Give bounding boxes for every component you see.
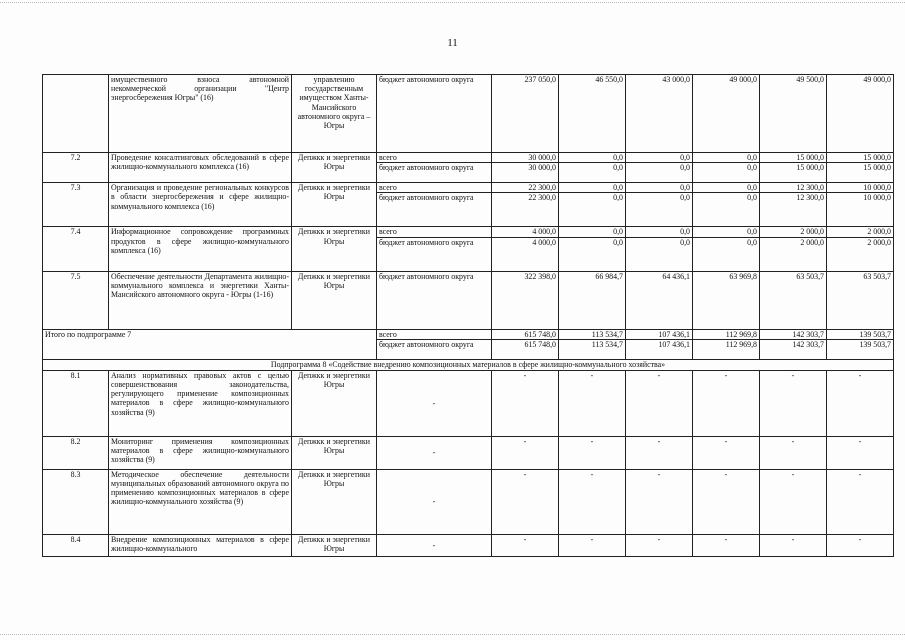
event-name: Методическое обеспечение деятельности муниципальных образований автономного округа по применению композиционных материалов в сфере жилищно-коммунального хозяйства (9): [109, 469, 292, 534]
event-name: Мониторинг применения композиционных материалов в сфере жилищно-коммунального хозяйства (9): [109, 436, 292, 469]
funding-source: бюджет автономного округа: [377, 193, 492, 227]
value-cell: -: [760, 469, 827, 534]
value-cell: 112 969,8: [693, 339, 760, 359]
value-cell: 15 000,0: [827, 163, 894, 183]
value-cell: 12 300,0: [760, 183, 827, 193]
value-cell: -: [827, 469, 894, 534]
row-number: 8.4: [43, 534, 109, 556]
value-cell: 2 000,0: [827, 227, 894, 237]
responsible: Депжкк и энергетики Югры: [292, 183, 377, 227]
value-cell: 63 503,7: [760, 271, 827, 329]
value-cell: 112 969,8: [693, 329, 760, 339]
scan-noise-bottom: [0, 634, 905, 636]
value-cell: 22 300,0: [492, 183, 559, 193]
table-row-carryover: [43, 75, 894, 153]
responsible: Депжкк и энергетики Югры: [292, 436, 377, 469]
event-name: Информационное сопровождение программных продуктов в сфере жилищно-коммунального комплекса (16): [109, 227, 292, 271]
value-cell: -: [559, 534, 626, 556]
table-row: [43, 183, 894, 193]
value-cell: 107 436,1: [626, 339, 693, 359]
value-cell: -: [827, 534, 894, 556]
value-cell: 0,0: [626, 183, 693, 193]
value-cell: -: [559, 370, 626, 436]
value-cell: 142 303,7: [760, 339, 827, 359]
value-2017: 49 500,0: [760, 75, 827, 153]
value-cell: 139 503,7: [827, 329, 894, 339]
value-cell: -: [760, 436, 827, 469]
value-cell: 615 748,0: [492, 339, 559, 359]
funding-source: -: [377, 534, 492, 556]
value-cell: 15 000,0: [827, 153, 894, 163]
value-cell: -: [693, 469, 760, 534]
responsible: Депжкк и энергетики Югры: [292, 534, 377, 556]
funding-source: бюджет автономного округа: [377, 163, 492, 183]
value-cell: 139 503,7: [827, 339, 894, 359]
row-number: 7.4: [43, 227, 109, 271]
value-cell: -: [626, 370, 693, 436]
row-number: 8.1: [43, 370, 109, 436]
value-2018: 49 000,0: [827, 75, 894, 153]
value-cell: 0,0: [693, 183, 760, 193]
value-cell: 0,0: [693, 153, 760, 163]
value-cell: 12 300,0: [760, 193, 827, 227]
scan-noise-top: [0, 2, 905, 4]
value-2016: 49 000,0: [693, 75, 760, 153]
value-cell: 0,0: [559, 183, 626, 193]
value-cell: -: [827, 436, 894, 469]
funding-source: всего: [377, 227, 492, 237]
event-name: Анализ нормативных правовых актов с целью совершенствования законодательства, регулирующего применение композиционных материалов в сфере жилищно-коммунального хозяйства (9): [109, 370, 292, 436]
responsible: Депжкк и энергетики Югры: [292, 153, 377, 183]
row-number: 8.2: [43, 436, 109, 469]
value-cell: 142 303,7: [760, 329, 827, 339]
value-cell: 30 000,0: [492, 153, 559, 163]
value-cell: 2 000,0: [760, 237, 827, 271]
value-cell: 30 000,0: [492, 163, 559, 183]
funding-source: бюджет автономного округа: [377, 271, 492, 329]
value-cell: -: [492, 370, 559, 436]
responsible: Депжкк и энергетики Югры: [292, 370, 377, 436]
table-row: [43, 271, 894, 329]
value-cell: 66 984,7: [559, 271, 626, 329]
table-row: [43, 153, 894, 163]
event-name: Внедрение композиционных материалов в сфере жилищно-коммунального: [109, 534, 292, 556]
value-cell: 15 000,0: [760, 153, 827, 163]
value-cell: 4 000,0: [492, 237, 559, 271]
funding-source: бюджет автономного округа: [377, 237, 492, 271]
value-cell: -: [626, 436, 693, 469]
table-row: [43, 227, 894, 237]
responsible: Депжкк и энергетики Югры: [292, 469, 377, 534]
value-cell: 0,0: [626, 237, 693, 271]
table-row: [43, 370, 894, 436]
value-cell: 0,0: [693, 227, 760, 237]
funding-source: -: [377, 370, 492, 436]
value-cell: 615 748,0: [492, 329, 559, 339]
value-cell: -: [492, 534, 559, 556]
funding-source: всего: [377, 329, 492, 339]
value-cell: -: [559, 469, 626, 534]
value-cell: 63 969,8: [693, 271, 760, 329]
value-cell: 0,0: [693, 163, 760, 183]
row-number: 8.3: [43, 469, 109, 534]
row-number: 7.3: [43, 183, 109, 227]
total-row: [43, 329, 894, 339]
table-row: [43, 469, 894, 534]
table-row: [43, 436, 894, 469]
subprogram-title-row: [43, 359, 894, 370]
value-cell: 10 000,0: [827, 183, 894, 193]
value-cell: 113 534,7: [559, 329, 626, 339]
page-number: 11: [447, 37, 458, 49]
value-cell: -: [693, 534, 760, 556]
value-2014: 46 550,0: [559, 75, 626, 153]
value-cell: 0,0: [559, 193, 626, 227]
value-cell: 0,0: [626, 153, 693, 163]
value-cell: -: [827, 370, 894, 436]
value-cell: -: [693, 370, 760, 436]
row-number: [43, 75, 109, 153]
value-cell: 64 436,1: [626, 271, 693, 329]
value-total: 237 050,0: [492, 75, 559, 153]
value-cell: -: [626, 534, 693, 556]
value-cell: -: [626, 469, 693, 534]
event-name: имущественного взноса автономной некоммерческой организации "Центр энергосбережения Югры" (16): [109, 75, 292, 153]
value-cell: -: [492, 469, 559, 534]
value-cell: 15 000,0: [760, 163, 827, 183]
row-number: 7.5: [43, 271, 109, 329]
value-cell: -: [693, 436, 760, 469]
funding-source: всего: [377, 153, 492, 163]
value-cell: 22 300,0: [492, 193, 559, 227]
value-cell: 10 000,0: [827, 193, 894, 227]
event-name: Организация и проведение региональных конкурсов в области энергосбережения и сфере жилищно-коммунального комплекса (16): [109, 183, 292, 227]
program-table: [42, 74, 894, 557]
value-cell: 2 000,0: [760, 227, 827, 237]
value-cell: -: [559, 436, 626, 469]
value-2015: 43 000,0: [626, 75, 693, 153]
funding-source: бюджет автономного округа: [377, 339, 492, 359]
responsible: Депжкк и энергетики Югры: [292, 271, 377, 329]
funding-source: -: [377, 436, 492, 469]
funding-source: бюджет автономного округа: [377, 75, 492, 153]
value-cell: 0,0: [693, 193, 760, 227]
event-name: Обеспечение деятельности Департамента жилищно-коммунального комплекса и энергетики Ханты-Мансийского автономного округа - Югры (1-16): [109, 271, 292, 329]
subprogram-title: Подпрограмма 8 «Содействие внедрению композиционных материалов в сфере жилищно-коммунального хозяйства»: [43, 359, 894, 370]
value-cell: 63 503,7: [827, 271, 894, 329]
funding-source: -: [377, 469, 492, 534]
value-cell: 0,0: [559, 227, 626, 237]
table-row: [43, 534, 894, 556]
value-cell: 322 398,0: [492, 271, 559, 329]
total-label: Итого по подпрограмме 7: [43, 329, 377, 359]
value-cell: 113 534,7: [559, 339, 626, 359]
value-cell: -: [760, 370, 827, 436]
value-cell: 0,0: [559, 163, 626, 183]
value-cell: 0,0: [559, 237, 626, 271]
value-cell: 0,0: [693, 237, 760, 271]
value-cell: 2 000,0: [827, 237, 894, 271]
funding-source: всего: [377, 183, 492, 193]
value-cell: 0,0: [626, 193, 693, 227]
value-cell: 0,0: [559, 153, 626, 163]
value-cell: 4 000,0: [492, 227, 559, 237]
value-cell: 0,0: [626, 163, 693, 183]
responsible: управлению государственным имуществом Ханты-Мансийского автономного округа – Югры: [292, 75, 377, 153]
responsible: Депжкк и энергетики Югры: [292, 227, 377, 271]
event-name: Проведение консалтинговых обследований в сфере жилищно-коммунального комплекса (16): [109, 153, 292, 183]
value-cell: 107 436,1: [626, 329, 693, 339]
value-cell: -: [760, 534, 827, 556]
value-cell: 0,0: [626, 227, 693, 237]
value-cell: -: [492, 436, 559, 469]
row-number: 7.2: [43, 153, 109, 183]
